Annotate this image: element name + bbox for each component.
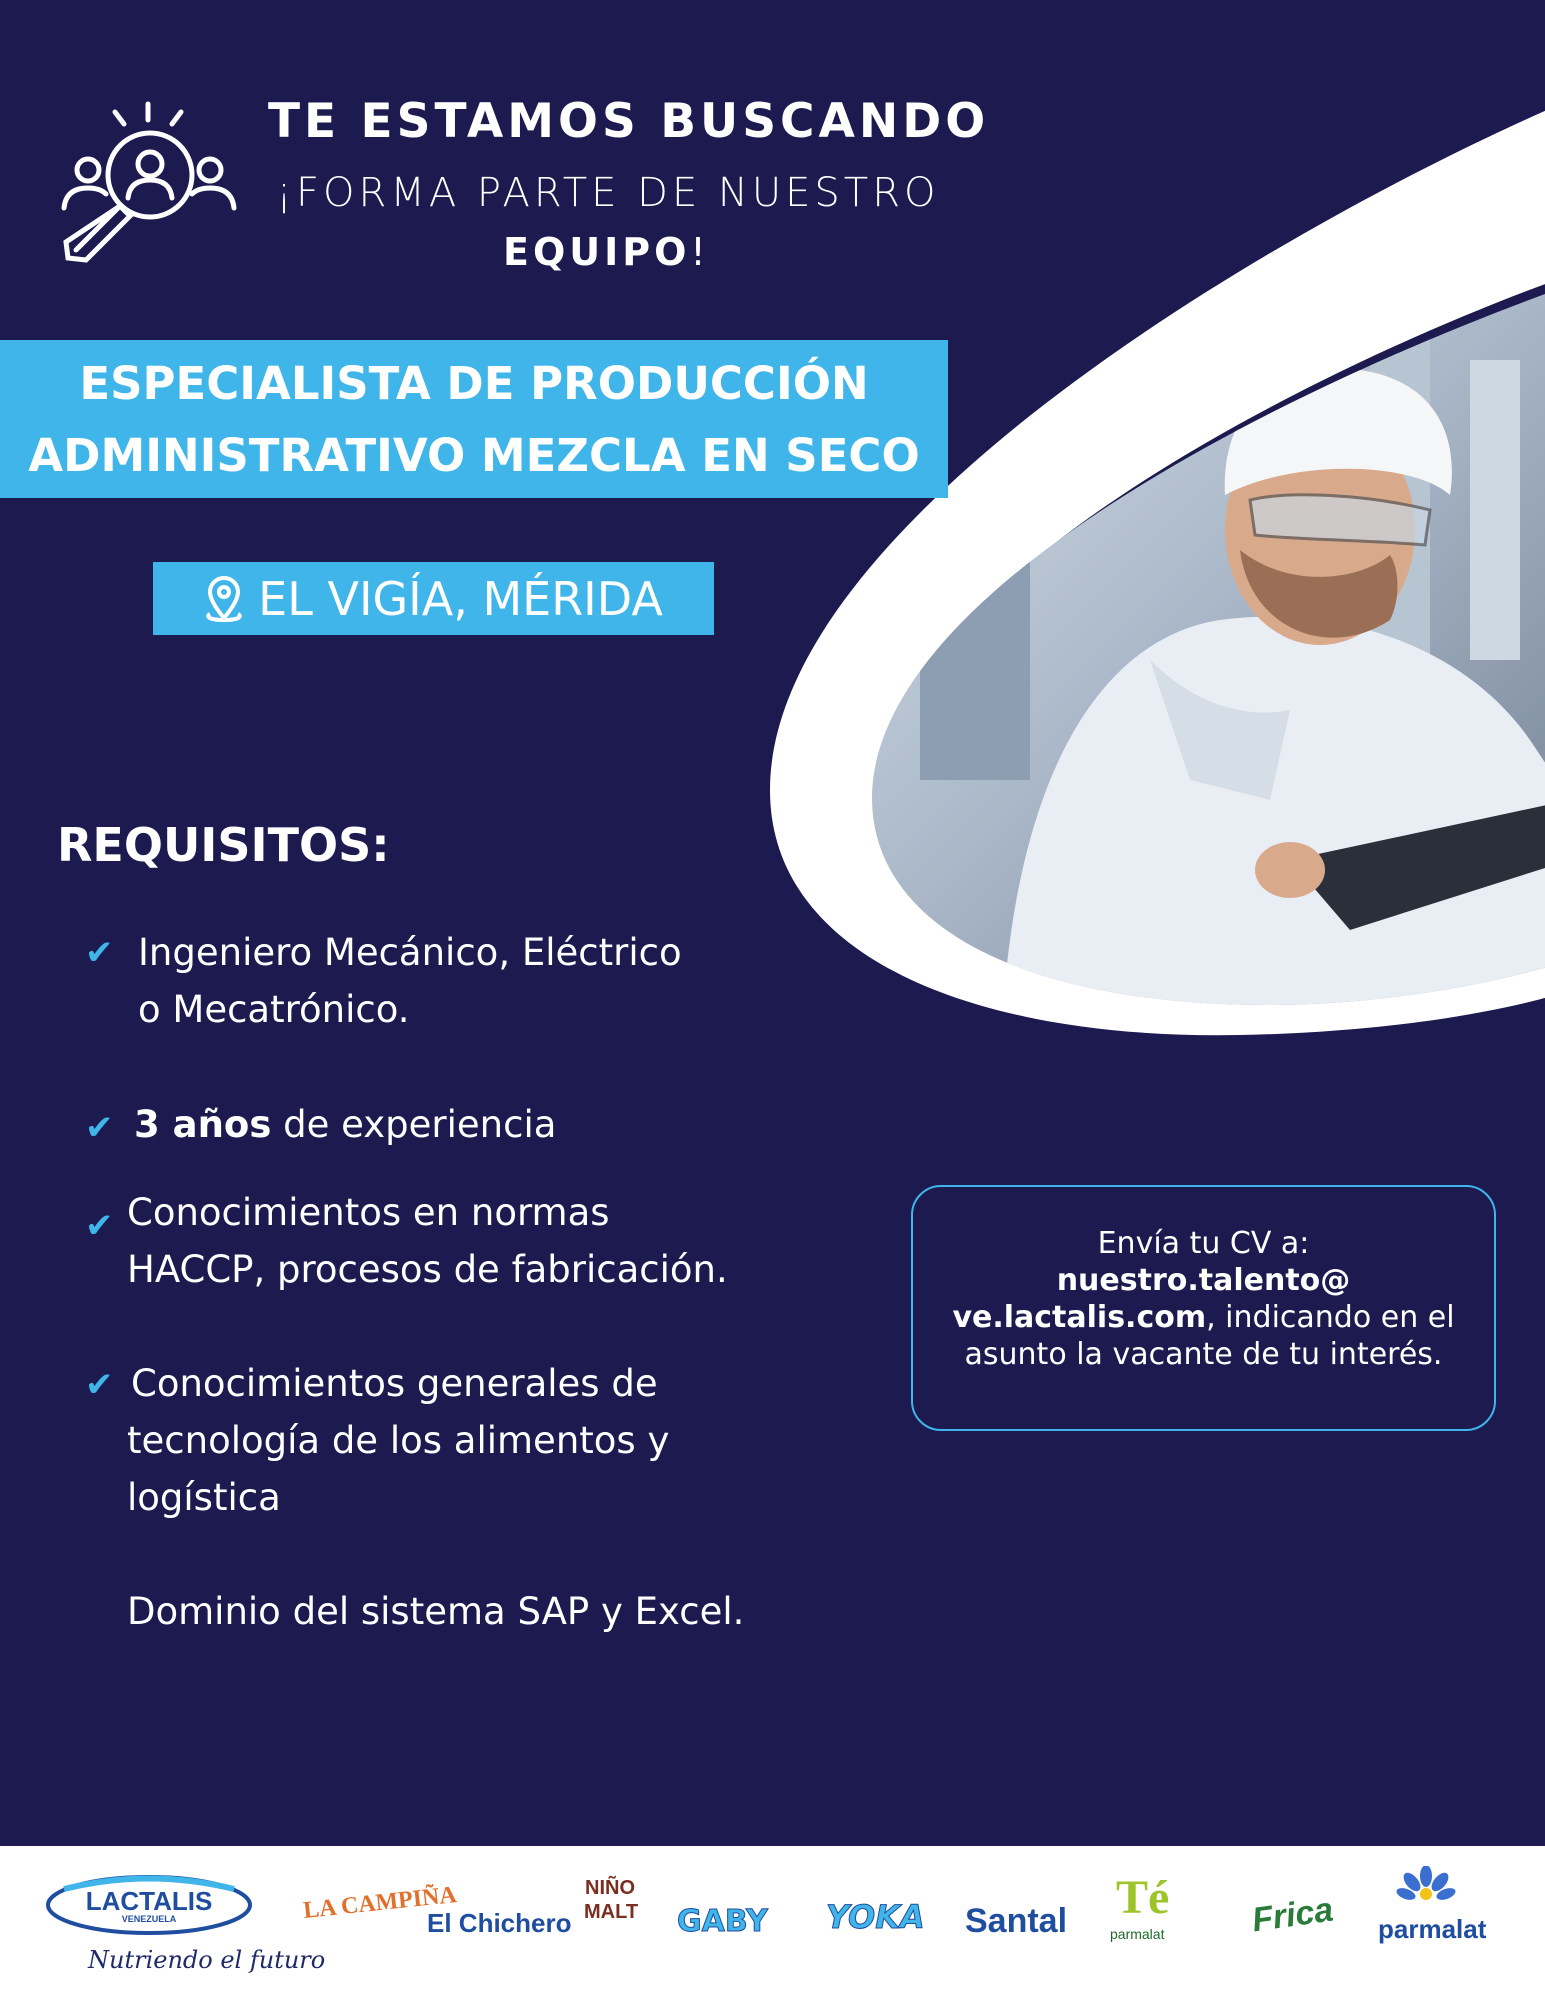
check-icon: ✔ bbox=[85, 933, 114, 973]
requirement-1-line2: o Mecatrónico. bbox=[138, 988, 410, 1031]
parmalat-flower-icon bbox=[1396, 1866, 1456, 1910]
requirement-item-3 bbox=[127, 1184, 728, 1298]
requirement-4-line1: Conocimientos generales de bbox=[131, 1362, 658, 1405]
requirement-3-line2: HACCP, procesos de fabricación. bbox=[127, 1248, 728, 1291]
requirement-item-1 bbox=[138, 924, 682, 1038]
brand-nino-malt: NIÑO MALT bbox=[584, 1877, 639, 1923]
subline-bold: EQUIPO bbox=[503, 230, 691, 274]
brand-la-campina: LA CAMPIÑA bbox=[302, 1882, 458, 1924]
lactalis-country: VENEZUELA bbox=[121, 1914, 177, 1924]
check-icon: ✔ bbox=[85, 1206, 114, 1246]
requirement-1-line1: Ingeniero Mecánico, Eléctrico bbox=[138, 931, 682, 974]
slogan: Nutriendo el futuro bbox=[88, 1946, 326, 1974]
apply-line4: asunto la vacante de tu interés. bbox=[964, 1337, 1443, 1372]
recruitment-search-icon bbox=[58, 100, 238, 270]
requirement-item-4 bbox=[127, 1355, 669, 1526]
subline: ¡FORMA PARTE DE NUESTRO bbox=[276, 170, 940, 216]
subline-team bbox=[503, 230, 710, 274]
requirement-2-bold: 3 años bbox=[134, 1103, 272, 1146]
brand-te-sub: parmalat bbox=[1110, 1926, 1165, 1942]
requirement-2-rest: de experiencia bbox=[271, 1103, 557, 1146]
check-icon: ✔ bbox=[85, 1365, 114, 1405]
brand-yoka: YOKA bbox=[826, 1898, 925, 1936]
check-icon: ✔ bbox=[85, 1108, 114, 1148]
requirement-3-line1: Conocimientos en normas bbox=[127, 1191, 610, 1234]
location-badge bbox=[153, 562, 714, 635]
requirement-item-5: Dominio del sistema SAP y Excel. bbox=[127, 1590, 745, 1633]
subline-end: ! bbox=[690, 230, 710, 274]
brand-footer bbox=[0, 1846, 1545, 1999]
apply-line3-rest: , indicando en el bbox=[1206, 1300, 1455, 1335]
brand-parmalat: parmalat bbox=[1378, 1914, 1487, 1944]
brand-el-chichero: El Chichero bbox=[427, 1908, 572, 1938]
apply-email-part1[interactable]: nuestro.talento@ bbox=[1056, 1263, 1351, 1298]
requirements-title: REQUISITOS: bbox=[57, 818, 390, 872]
brand-gaby: GABY bbox=[677, 1904, 768, 1939]
requirement-item-2 bbox=[134, 1096, 556, 1153]
location-pin-icon bbox=[204, 576, 244, 622]
headline: TE ESTAMOS BUSCANDO bbox=[268, 94, 990, 149]
lactalis-logo bbox=[44, 1874, 254, 1936]
brand-frica: Frica bbox=[1249, 1890, 1336, 1940]
location-text: EL VIGÍA, MÉRIDA bbox=[258, 571, 663, 626]
brand-santal: Santal bbox=[965, 1902, 1068, 1940]
lactalis-name: LACTALIS bbox=[85, 1886, 213, 1916]
apply-box bbox=[911, 1185, 1496, 1431]
job-title-line2: ADMINISTRATIVO MEZCLA EN SECO bbox=[28, 429, 920, 482]
requirement-4-line3: logística bbox=[127, 1476, 281, 1519]
worker-photo bbox=[770, 100, 1545, 1040]
apply-line1: Envía tu CV a: bbox=[1097, 1226, 1310, 1261]
apply-email-part2[interactable]: ve.lactalis.com bbox=[952, 1300, 1207, 1335]
job-title-line1: ESPECIALISTA DE PRODUCCIÓN bbox=[79, 357, 869, 410]
requirement-4-line2: tecnología de los alimentos y bbox=[127, 1419, 670, 1462]
brand-te: Té bbox=[1116, 1871, 1170, 1924]
